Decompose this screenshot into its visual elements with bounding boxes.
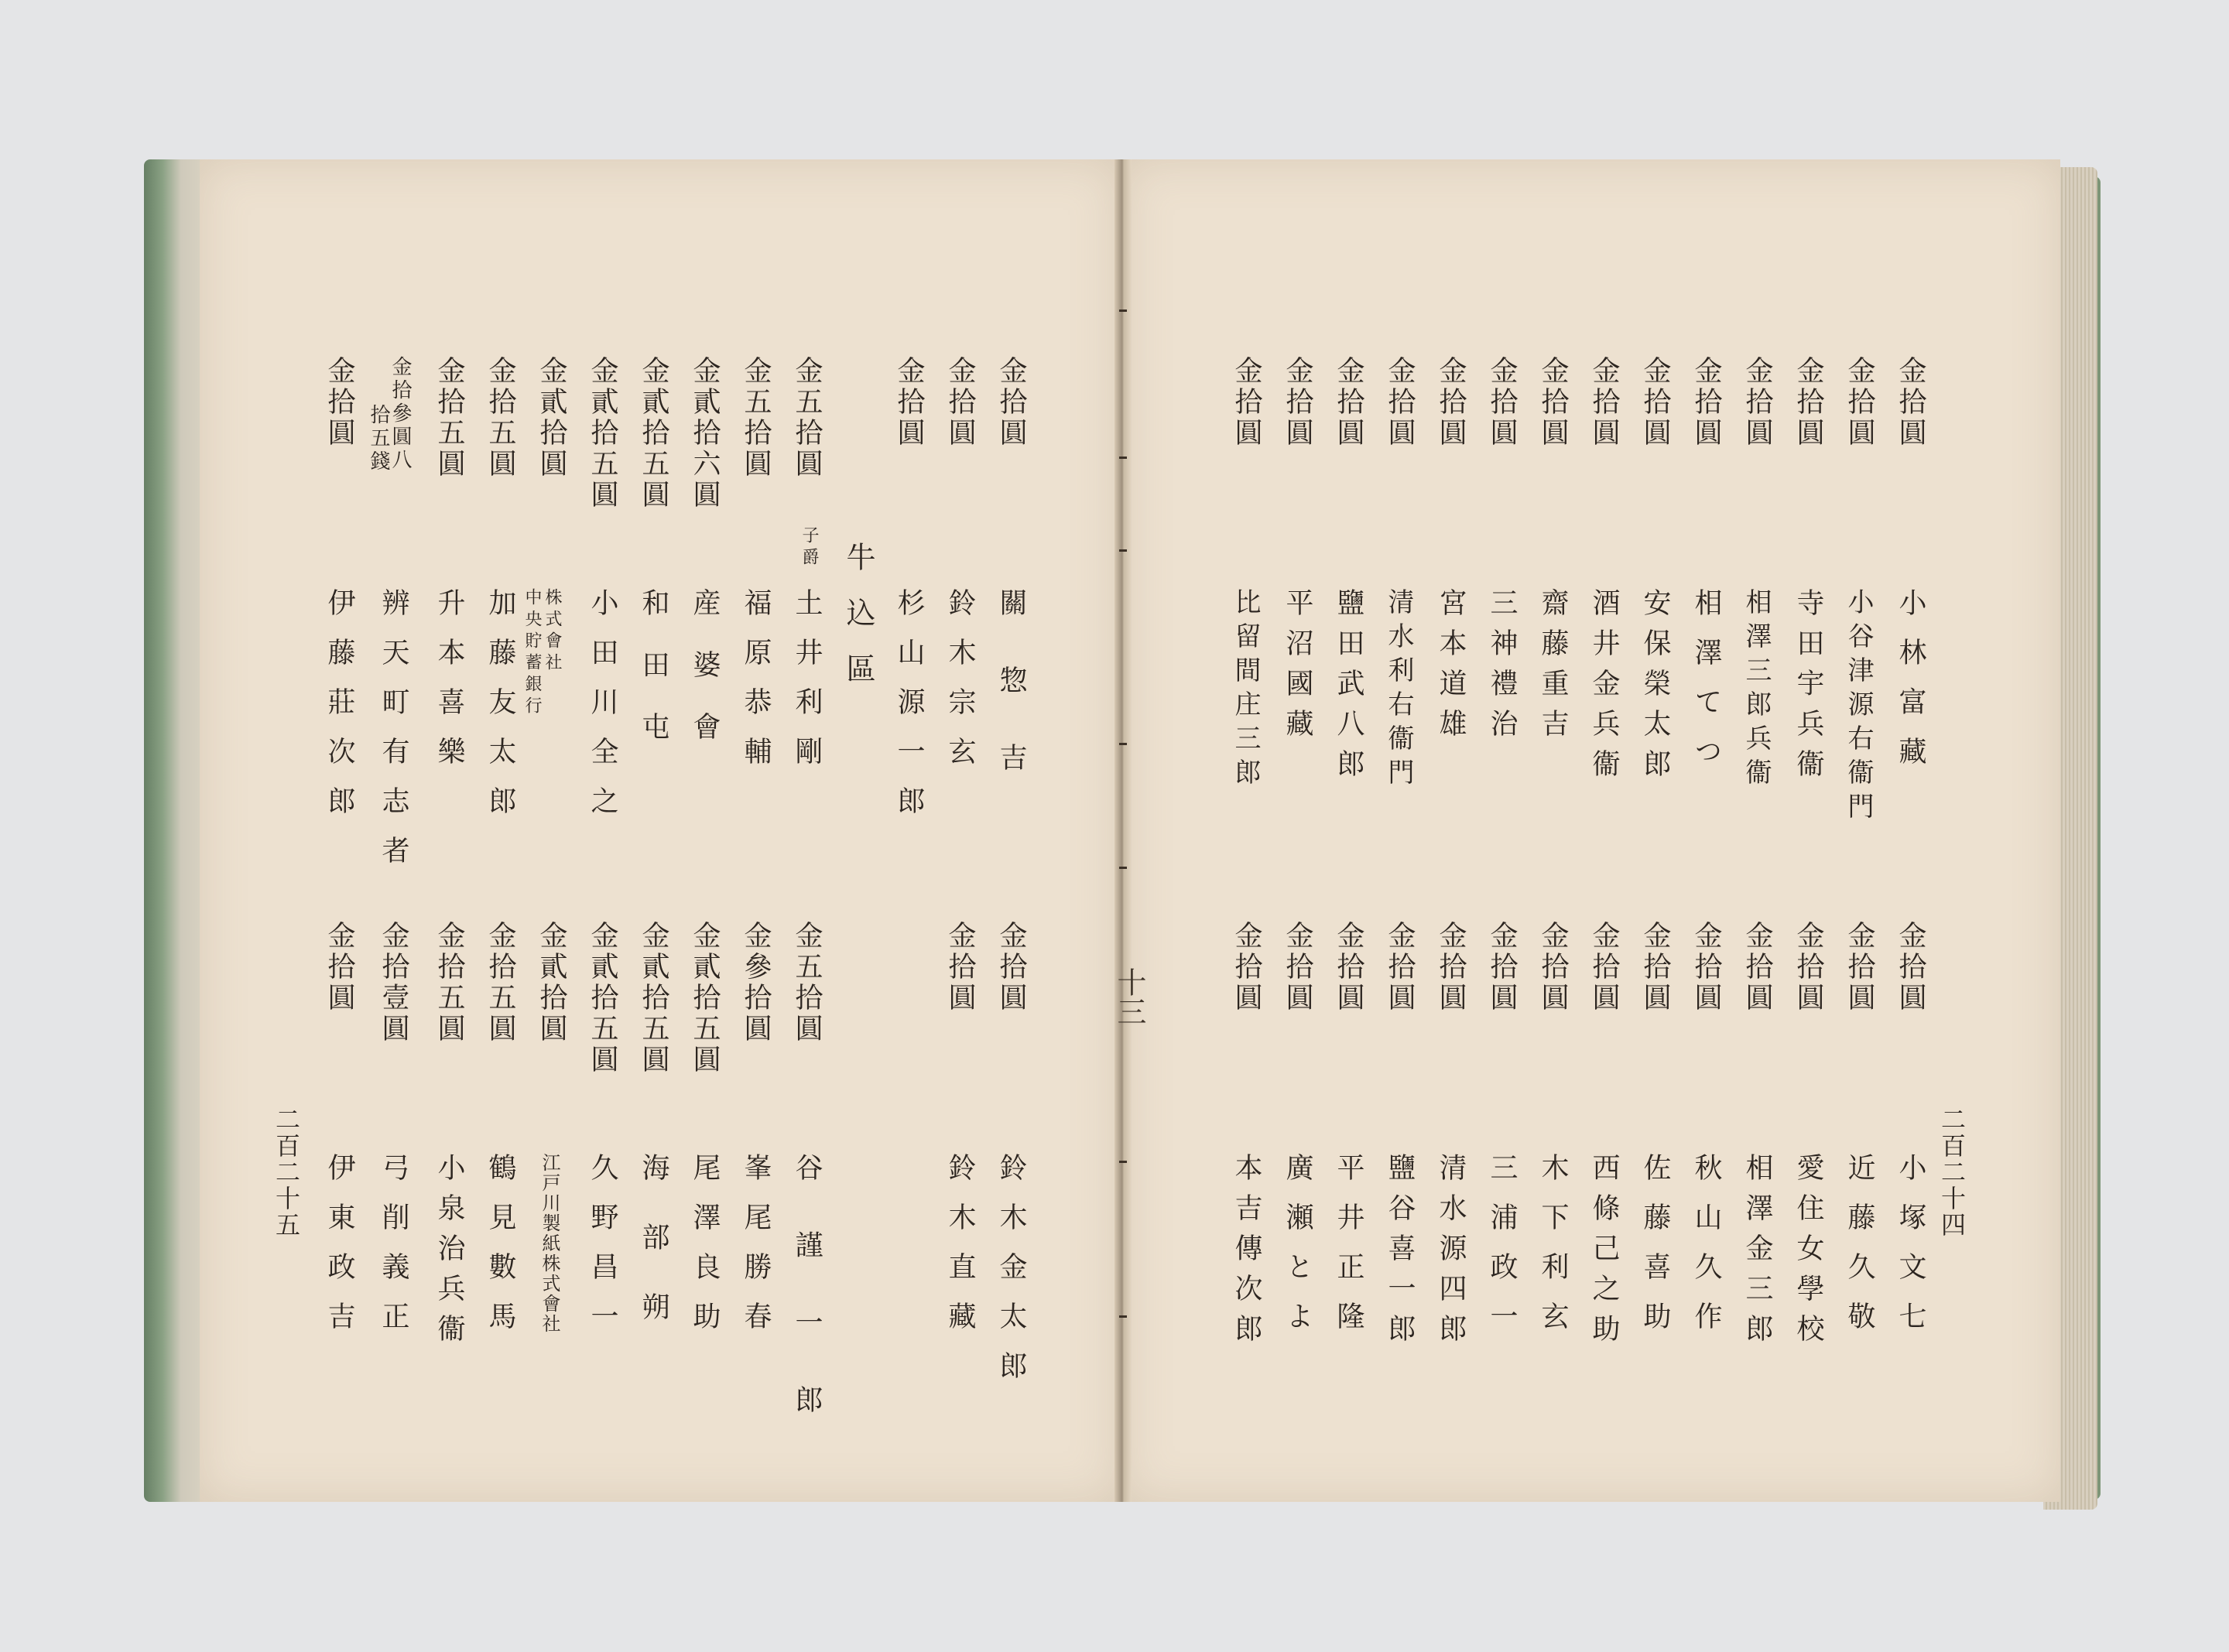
donor-name: 鹽谷喜一郎: [1384, 1153, 1416, 1354]
book-cover-left: [144, 159, 206, 1502]
donor-name: 清水利右衞門: [1383, 588, 1414, 792]
donor-name: 加藤友太郎: [484, 588, 516, 836]
donor-name: 小泉治兵衞: [433, 1153, 465, 1354]
donor-name: 江戸川製紙株式會社: [539, 1153, 560, 1334]
amount: 金貳拾五圓: [587, 921, 618, 1076]
amount: 金拾圓: [1486, 356, 1518, 449]
amount: 金貳拾圓: [536, 356, 567, 480]
donor-name: 鈴木宗玄: [944, 588, 976, 786]
stitch-mark: [1119, 549, 1127, 552]
donor-name: 相澤三郎兵衞: [1741, 588, 1772, 792]
donor-name: 平井正隆: [1333, 1153, 1364, 1351]
donor-name: 鹽田武八郎: [1333, 588, 1364, 789]
amount: 金拾圓: [944, 921, 976, 1014]
stitch-mark: [1119, 743, 1127, 745]
page-number-left: 二百二十五: [272, 1106, 301, 1238]
donor-name: 鶴見數馬: [484, 1153, 516, 1351]
amount: 金拾參圓八: [389, 356, 412, 472]
stitch-mark: [1119, 867, 1127, 869]
donor-name: 峯尾勝春: [740, 1153, 772, 1351]
spine-folio: 十三: [1112, 967, 1146, 1026]
donor-name: 廣瀬とよ: [1282, 1153, 1313, 1351]
stitch-mark: [1119, 1161, 1127, 1163]
donor-name: 升本喜樂: [433, 588, 465, 786]
donor-name: 和田屯: [638, 588, 669, 774]
donor-name: 小谷津源右衞門: [1843, 588, 1874, 826]
page-number-right: 二百二十四: [1937, 1106, 1967, 1238]
amount: 金拾圓: [1588, 356, 1620, 449]
donor-name: 谷謹一郎: [791, 1153, 823, 1462]
ward-heading: 牛込區: [841, 542, 875, 709]
donor-name: 伊東政吉: [324, 1153, 355, 1351]
amount: 金拾圓: [1639, 921, 1671, 1014]
amount: 金拾五圓: [484, 921, 516, 1045]
donor-name: 小林富藏: [1895, 588, 1926, 786]
donor-name: 清水源四郎: [1435, 1153, 1467, 1354]
amount: 拾五錢: [367, 404, 390, 474]
amount: 金拾五圓: [433, 921, 465, 1045]
stitch-mark: [1119, 1315, 1127, 1318]
amount: 金拾圓: [1435, 921, 1467, 1014]
amount: 金拾圓: [1844, 356, 1875, 449]
amount: 金拾圓: [1895, 921, 1926, 1014]
donor-name: 關惣吉: [995, 588, 1027, 820]
amount: 金拾圓: [1537, 356, 1569, 449]
donor-name: 辨天町有志者: [378, 588, 409, 885]
stitch-mark: [1119, 310, 1127, 312]
donor-name: 木下利玄: [1537, 1153, 1569, 1351]
amount: 金拾圓: [995, 921, 1027, 1014]
donor-name: 鈴木直藏: [944, 1153, 976, 1351]
amount: 金拾壹圓: [378, 921, 409, 1045]
donor-name: 久野昌一: [587, 1153, 618, 1351]
amount: 金拾圓: [1537, 921, 1569, 1014]
amount: 金拾圓: [1792, 921, 1824, 1014]
amount: 金五拾圓: [740, 356, 772, 480]
amount: 金拾圓: [944, 356, 976, 449]
donor-name: 寺田宇兵衞: [1792, 588, 1824, 789]
stitch-mark: [1119, 457, 1127, 459]
amount: 金拾圓: [1231, 356, 1262, 449]
amount: 金拾圓: [1282, 921, 1313, 1014]
donor-name: 杉山源一郎: [893, 588, 925, 836]
amount: 金拾圓: [1639, 356, 1671, 449]
amount: 金貳拾六圓: [689, 356, 721, 511]
title-prefix: 子爵: [799, 526, 819, 569]
donor-name: 齋藤重吉: [1537, 588, 1569, 749]
amount: 金拾圓: [1792, 356, 1824, 449]
amount: 金拾圓: [1741, 921, 1773, 1014]
amount: 金拾圓: [1435, 356, 1467, 449]
amount: 金拾圓: [1333, 356, 1364, 449]
donor-name: 三神禮治: [1486, 588, 1518, 749]
amount: 金拾五圓: [484, 356, 516, 480]
amount: 金拾圓: [1741, 356, 1773, 449]
donor-name: 福原恭輔: [740, 588, 772, 786]
amount: 金拾圓: [324, 356, 355, 449]
amount: 金拾圓: [1231, 921, 1262, 1014]
donor-name: 秋山久作: [1690, 1153, 1722, 1351]
amount: 金拾圓: [995, 356, 1027, 449]
donor-name: 中央貯蓄銀行: [522, 588, 542, 718]
amount: 金拾圓: [893, 356, 925, 449]
donor-name: 酒井金兵衞: [1588, 588, 1620, 789]
donor-name: 相澤てつ: [1690, 588, 1722, 786]
amount: 金拾圓: [1588, 921, 1620, 1014]
donor-name: 本吉傳次郎: [1231, 1153, 1262, 1354]
donor-name: 平沼國藏: [1282, 588, 1313, 749]
amount: 金貳拾圓: [536, 921, 567, 1045]
donor-name: 比留間庄三郎: [1230, 588, 1261, 792]
amount: 金拾圓: [1690, 921, 1722, 1014]
donor-name: 相澤金三郎: [1741, 1153, 1773, 1354]
donor-name: 土井利剛: [791, 588, 823, 786]
amount: 金五拾圓: [791, 921, 823, 1045]
amount: 金拾圓: [1895, 356, 1926, 449]
donor-name: 伊藤莊次郎: [324, 588, 355, 836]
donor-name: 宮本道雄: [1435, 588, 1467, 749]
amount: 金貳拾五圓: [638, 356, 669, 511]
amount: 金拾圓: [1690, 356, 1722, 449]
amount: 金拾圓: [1844, 921, 1875, 1014]
donor-name: 小田川全之: [587, 588, 618, 836]
donor-name: 佐藤喜助: [1639, 1153, 1671, 1351]
amount: 金參拾圓: [740, 921, 772, 1045]
donor-name: 西條己之助: [1588, 1153, 1620, 1354]
amount: 金貳拾五圓: [638, 921, 669, 1076]
donor-name: 小塚文七: [1895, 1153, 1926, 1351]
donor-name: 株式會社: [543, 588, 562, 675]
amount: 金拾圓: [1384, 356, 1416, 449]
donor-name: 海部朔: [638, 1153, 669, 1362]
amount: 金拾五圓: [433, 356, 465, 480]
amount: 金拾圓: [324, 921, 355, 1014]
donor-name: 鈴木金太郎: [995, 1153, 1027, 1401]
amount: 金五拾圓: [791, 356, 823, 480]
amount: 金拾圓: [1333, 921, 1364, 1014]
amount: 金拾圓: [1384, 921, 1416, 1014]
book-gutter: [1114, 159, 1132, 1502]
donor-name: 弓削義正: [378, 1153, 409, 1351]
donor-name: 安保榮太郎: [1639, 588, 1671, 789]
amount: 金貳拾五圓: [689, 921, 721, 1076]
donor-name: 尾澤良助: [689, 1153, 721, 1351]
donor-name: 愛住女學校: [1792, 1153, 1824, 1354]
amount: 金拾圓: [1486, 921, 1518, 1014]
donor-name: 三浦政一: [1486, 1153, 1518, 1351]
donor-name: 近藤久敬: [1844, 1153, 1875, 1351]
amount: 金貳拾五圓: [587, 356, 618, 511]
amount: 金拾圓: [1282, 356, 1313, 449]
donor-name: 産婆會: [689, 588, 721, 774]
